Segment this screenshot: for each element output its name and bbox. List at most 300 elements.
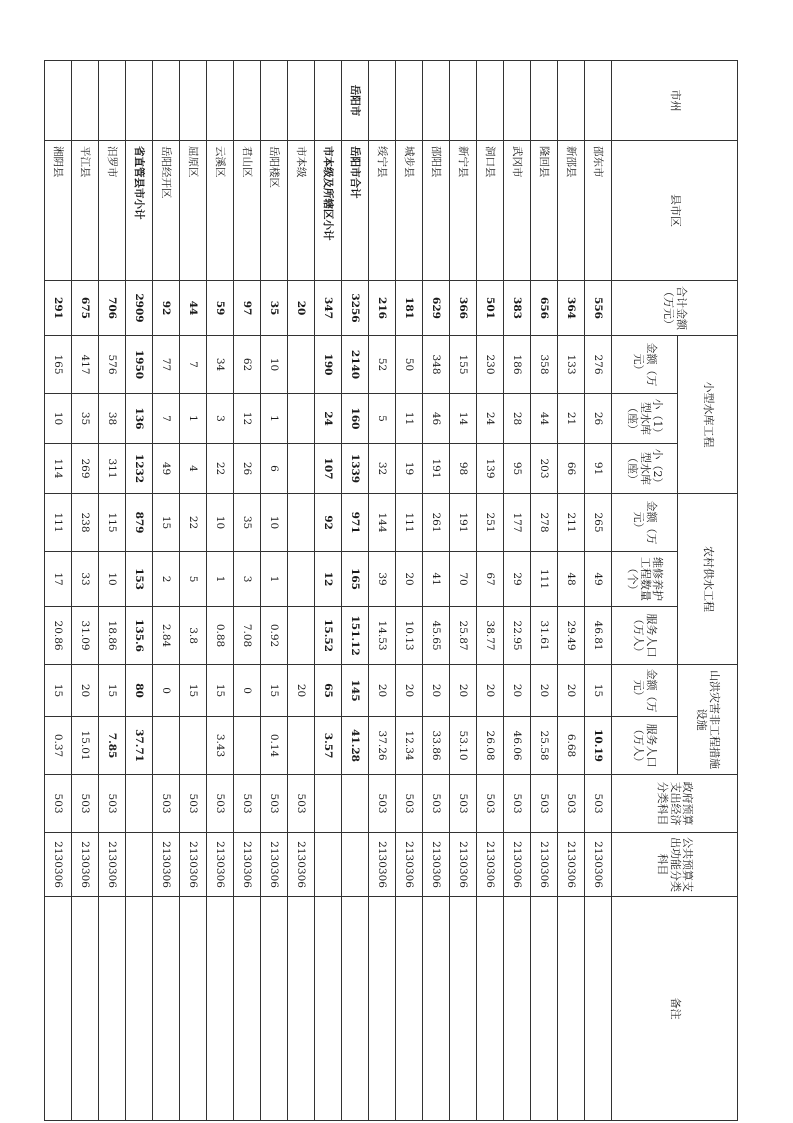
rw-count-cell: 5	[180, 552, 207, 607]
sr-small2-cell: 95	[504, 444, 531, 494]
rw-pop-cell: 20.86	[45, 607, 72, 665]
table-row	[45, 61, 72, 1121]
rw-amount-cell: 92	[315, 494, 342, 552]
sr-amount-cell: 62	[234, 336, 261, 394]
sr-small1-cell: 35	[72, 394, 99, 444]
sr-amount-cell: 1950	[126, 336, 153, 394]
func-class-cell	[315, 833, 342, 897]
county-cell: 君山区	[234, 141, 261, 281]
rw-amount-cell: 251	[477, 494, 504, 552]
sr-amount-cell: 186	[504, 336, 531, 394]
fl-pop-cell: 3.43	[207, 717, 234, 775]
city-cell	[396, 61, 423, 141]
sr-small1-cell: 5	[369, 394, 396, 444]
fl-amount-cell: 15	[207, 665, 234, 717]
table-row	[504, 61, 531, 1121]
header-sr-small1: 小（1）型水库（座）	[612, 394, 678, 444]
func-class-cell: 2130306	[261, 833, 288, 897]
sr-small2-cell: 19	[396, 444, 423, 494]
fl-pop-cell: 25.58	[531, 717, 558, 775]
note-cell	[261, 897, 288, 1121]
rw-amount-cell: 278	[531, 494, 558, 552]
city-cell	[288, 61, 315, 141]
fl-amount-cell: 20	[504, 665, 531, 717]
sr-amount-cell: 50	[396, 336, 423, 394]
header-county: 县市区	[612, 141, 738, 281]
fl-amount-cell: 80	[126, 665, 153, 717]
sr-small2-cell: 1232	[126, 444, 153, 494]
fl-amount-cell: 65	[315, 665, 342, 717]
fl-amount-cell: 15	[585, 665, 612, 717]
econ-class-cell	[315, 775, 342, 833]
rw-amount-cell	[288, 494, 315, 552]
total-cell: 706	[99, 281, 126, 336]
rw-pop-cell: 31.61	[531, 607, 558, 665]
sr-small2-cell: 98	[450, 444, 477, 494]
fl-amount-cell: 20	[531, 665, 558, 717]
rw-pop-cell: 2.84	[153, 607, 180, 665]
county-cell: 屈原区	[180, 141, 207, 281]
econ-class-cell: 503	[369, 775, 396, 833]
county-cell: 市本级及所辖区小计	[315, 141, 342, 281]
city-cell	[126, 61, 153, 141]
sr-amount-cell: 230	[477, 336, 504, 394]
rw-amount-cell: 15	[153, 494, 180, 552]
rw-amount-cell: 22	[180, 494, 207, 552]
sr-small1-cell: 10	[45, 394, 72, 444]
rw-amount-cell: 265	[585, 494, 612, 552]
func-class-cell	[342, 833, 369, 897]
fl-pop-cell: 26.08	[477, 717, 504, 775]
fl-amount-cell: 145	[342, 665, 369, 717]
rw-count-cell	[288, 552, 315, 607]
fl-amount-cell: 0	[153, 665, 180, 717]
econ-class-cell: 503	[99, 775, 126, 833]
sr-small1-cell: 11	[396, 394, 423, 444]
city-cell	[45, 61, 72, 141]
total-cell: 383	[504, 281, 531, 336]
county-cell: 岳阳经开区	[153, 141, 180, 281]
county-cell: 平江县	[72, 141, 99, 281]
header-flood: 山洪灾害非工程措施设施	[678, 665, 738, 775]
rotated-table-container	[52, 60, 738, 1120]
note-cell	[207, 897, 234, 1121]
fl-amount-cell: 20	[369, 665, 396, 717]
table-row	[234, 61, 261, 1121]
func-class-cell: 2130306	[531, 833, 558, 897]
sr-small2-cell: 32	[369, 444, 396, 494]
sr-small2-cell: 203	[531, 444, 558, 494]
sr-amount-cell: 10	[261, 336, 288, 394]
rw-count-cell: 17	[45, 552, 72, 607]
city-cell: 岳阳市	[342, 61, 369, 141]
rw-count-cell: 3	[234, 552, 261, 607]
sr-amount-cell: 417	[72, 336, 99, 394]
fl-pop-cell: 41.28	[342, 717, 369, 775]
rw-pop-cell: 3.8	[180, 607, 207, 665]
func-class-cell: 2130306	[72, 833, 99, 897]
city-cell	[450, 61, 477, 141]
rw-count-cell: 39	[369, 552, 396, 607]
county-cell: 湘阴县	[45, 141, 72, 281]
city-cell	[234, 61, 261, 141]
total-cell: 35	[261, 281, 288, 336]
econ-class-cell: 503	[585, 775, 612, 833]
county-cell: 城步县	[396, 141, 423, 281]
fl-amount-cell: 20	[288, 665, 315, 717]
func-class-cell: 2130306	[207, 833, 234, 897]
county-cell: 岳阳市合计	[342, 141, 369, 281]
rw-count-cell: 20	[396, 552, 423, 607]
fl-amount-cell: 20	[450, 665, 477, 717]
sr-amount-cell: 348	[423, 336, 450, 394]
sr-small1-cell: 44	[531, 394, 558, 444]
total-cell: 3256	[342, 281, 369, 336]
sr-amount-cell: 155	[450, 336, 477, 394]
note-cell	[153, 897, 180, 1121]
sr-small1-cell: 7	[153, 394, 180, 444]
fl-amount-cell: 15	[99, 665, 126, 717]
sr-small2-cell: 91	[585, 444, 612, 494]
fl-pop-cell: 37.26	[369, 717, 396, 775]
sr-small1-cell: 21	[558, 394, 585, 444]
rw-pop-cell: 29.49	[558, 607, 585, 665]
fl-pop-cell	[153, 717, 180, 775]
fl-pop-cell	[180, 717, 207, 775]
total-cell: 291	[45, 281, 72, 336]
rw-pop-cell: 151.12	[342, 607, 369, 665]
rw-amount-cell: 10	[261, 494, 288, 552]
total-cell: 347	[315, 281, 342, 336]
county-cell: 新邵县	[558, 141, 585, 281]
rw-pop-cell: 7.08	[234, 607, 261, 665]
rw-pop-cell: 31.09	[72, 607, 99, 665]
header-rural-water: 农村供水工程	[678, 494, 738, 665]
econ-class-cell: 503	[531, 775, 558, 833]
fl-amount-cell: 20	[396, 665, 423, 717]
note-cell	[288, 897, 315, 1121]
total-cell: 2909	[126, 281, 153, 336]
note-cell	[423, 897, 450, 1121]
sr-small2-cell: 66	[558, 444, 585, 494]
econ-class-cell: 503	[72, 775, 99, 833]
table-row	[396, 61, 423, 1121]
sr-small1-cell: 38	[99, 394, 126, 444]
header-small-reservoir: 小型水库工程	[678, 336, 738, 494]
city-cell	[585, 61, 612, 141]
fl-amount-cell: 15	[180, 665, 207, 717]
table-row	[180, 61, 207, 1121]
table-row	[585, 61, 612, 1121]
sr-small2-cell: 107	[315, 444, 342, 494]
county-cell: 邵阳县	[423, 141, 450, 281]
city-cell	[558, 61, 585, 141]
table-row	[477, 61, 504, 1121]
econ-class-cell: 503	[558, 775, 585, 833]
func-class-cell: 2130306	[180, 833, 207, 897]
sr-small2-cell: 191	[423, 444, 450, 494]
sr-small2-cell	[288, 444, 315, 494]
econ-class-cell: 503	[45, 775, 72, 833]
fl-amount-cell: 20	[477, 665, 504, 717]
func-class-cell: 2130306	[153, 833, 180, 897]
note-cell	[477, 897, 504, 1121]
table-row	[207, 61, 234, 1121]
econ-class-cell: 503	[153, 775, 180, 833]
fl-pop-cell: 3.57	[315, 717, 342, 775]
sr-amount-cell: 576	[99, 336, 126, 394]
fl-amount-cell: 20	[558, 665, 585, 717]
sr-small1-cell: 3	[207, 394, 234, 444]
total-cell: 181	[396, 281, 423, 336]
rw-count-cell: 49	[585, 552, 612, 607]
header-fl-pop: 服务人口（万人）	[612, 717, 678, 775]
county-cell: 岳阳楼区	[261, 141, 288, 281]
sr-amount-cell	[288, 336, 315, 394]
rw-count-cell: 111	[531, 552, 558, 607]
rw-amount-cell: 111	[396, 494, 423, 552]
econ-class-cell: 503	[288, 775, 315, 833]
func-class-cell	[126, 833, 153, 897]
sr-amount-cell: 7	[180, 336, 207, 394]
sr-small1-cell: 1	[180, 394, 207, 444]
rw-count-cell: 41	[423, 552, 450, 607]
table-row	[72, 61, 99, 1121]
note-cell	[342, 897, 369, 1121]
sr-small2-cell: 139	[477, 444, 504, 494]
rw-count-cell: 1	[207, 552, 234, 607]
rw-pop-cell: 22.95	[504, 607, 531, 665]
rw-amount-cell: 10	[207, 494, 234, 552]
total-cell: 629	[423, 281, 450, 336]
fl-pop-cell: 37.71	[126, 717, 153, 775]
func-class-cell: 2130306	[450, 833, 477, 897]
note-cell	[180, 897, 207, 1121]
note-cell	[315, 897, 342, 1121]
sr-small2-cell: 26	[234, 444, 261, 494]
fl-pop-cell: 6.68	[558, 717, 585, 775]
sr-small1-cell: 24	[315, 394, 342, 444]
rw-amount-cell: 191	[450, 494, 477, 552]
table-row	[450, 61, 477, 1121]
rw-amount-cell: 261	[423, 494, 450, 552]
sr-amount-cell: 165	[45, 336, 72, 394]
sr-small1-cell: 12	[234, 394, 261, 444]
rw-count-cell: 10	[99, 552, 126, 607]
note-cell	[450, 897, 477, 1121]
total-cell: 92	[153, 281, 180, 336]
table-row	[261, 61, 288, 1121]
func-class-cell: 2130306	[558, 833, 585, 897]
county-cell: 隆回县	[531, 141, 558, 281]
table-row	[531, 61, 558, 1121]
rw-amount-cell: 211	[558, 494, 585, 552]
func-class-cell: 2130306	[477, 833, 504, 897]
fl-pop-cell: 0.37	[45, 717, 72, 775]
note-cell	[369, 897, 396, 1121]
header-rw-amount: 金额（万元）	[612, 494, 678, 552]
rw-count-cell: 70	[450, 552, 477, 607]
fl-amount-cell: 20	[72, 665, 99, 717]
county-cell: 市本级	[288, 141, 315, 281]
county-cell: 新宁县	[450, 141, 477, 281]
econ-class-cell	[126, 775, 153, 833]
total-cell: 656	[531, 281, 558, 336]
total-cell: 97	[234, 281, 261, 336]
note-cell	[72, 897, 99, 1121]
sr-amount-cell: 358	[531, 336, 558, 394]
city-cell	[72, 61, 99, 141]
total-cell: 44	[180, 281, 207, 336]
city-cell	[261, 61, 288, 141]
county-cell: 洞口县	[477, 141, 504, 281]
total-cell: 366	[450, 281, 477, 336]
total-cell: 364	[558, 281, 585, 336]
header-city: 市州	[612, 61, 738, 141]
fl-pop-cell: 0.14	[261, 717, 288, 775]
city-cell	[99, 61, 126, 141]
rw-count-cell: 153	[126, 552, 153, 607]
note-cell	[396, 897, 423, 1121]
func-class-cell: 2130306	[234, 833, 261, 897]
sr-amount-cell: 52	[369, 336, 396, 394]
fl-pop-cell: 12.34	[396, 717, 423, 775]
city-cell	[423, 61, 450, 141]
rw-pop-cell: 25.87	[450, 607, 477, 665]
econ-class-cell: 503	[234, 775, 261, 833]
sr-small1-cell: 28	[504, 394, 531, 444]
total-cell: 20	[288, 281, 315, 336]
sr-small2-cell: 1339	[342, 444, 369, 494]
rw-pop-cell: 38.77	[477, 607, 504, 665]
econ-class-cell: 503	[180, 775, 207, 833]
sr-small2-cell: 22	[207, 444, 234, 494]
func-class-cell: 2130306	[585, 833, 612, 897]
rw-count-cell: 165	[342, 552, 369, 607]
econ-class-cell: 503	[450, 775, 477, 833]
total-cell: 675	[72, 281, 99, 336]
city-cell	[504, 61, 531, 141]
city-cell	[369, 61, 396, 141]
fl-amount-cell: 15	[45, 665, 72, 717]
func-class-cell: 2130306	[288, 833, 315, 897]
table-row	[126, 61, 153, 1121]
table-row	[342, 61, 369, 1121]
sr-amount-cell: 190	[315, 336, 342, 394]
sr-amount-cell: 34	[207, 336, 234, 394]
econ-class-cell: 503	[261, 775, 288, 833]
fl-pop-cell: 7.85	[99, 717, 126, 775]
note-cell	[504, 897, 531, 1121]
sr-amount-cell: 276	[585, 336, 612, 394]
rw-amount-cell: 144	[369, 494, 396, 552]
county-cell: 绥宁县	[369, 141, 396, 281]
city-cell	[531, 61, 558, 141]
rw-pop-cell: 45.65	[423, 607, 450, 665]
fl-pop-cell: 15.01	[72, 717, 99, 775]
header-rw-pop: 服务人口（万人）	[612, 607, 678, 665]
sr-small1-cell: 1	[261, 394, 288, 444]
sr-small1-cell	[288, 394, 315, 444]
note-cell	[558, 897, 585, 1121]
rw-count-cell: 48	[558, 552, 585, 607]
city-cell	[477, 61, 504, 141]
city-cell	[207, 61, 234, 141]
sr-small1-cell: 14	[450, 394, 477, 444]
note-cell	[585, 897, 612, 1121]
city-cell	[315, 61, 342, 141]
func-class-cell: 2130306	[396, 833, 423, 897]
sr-amount-cell: 133	[558, 336, 585, 394]
sr-small1-cell: 160	[342, 394, 369, 444]
sr-small1-cell: 26	[585, 394, 612, 444]
fl-pop-cell: 33.86	[423, 717, 450, 775]
rw-count-cell: 2	[153, 552, 180, 607]
fl-pop-cell: 53.10	[450, 717, 477, 775]
rw-pop-cell: 46.81	[585, 607, 612, 665]
city-cell	[153, 61, 180, 141]
sr-small2-cell: 114	[45, 444, 72, 494]
table-row	[99, 61, 126, 1121]
total-cell: 501	[477, 281, 504, 336]
total-cell: 556	[585, 281, 612, 336]
total-cell: 216	[369, 281, 396, 336]
sr-small1-cell: 24	[477, 394, 504, 444]
func-class-cell: 2130306	[99, 833, 126, 897]
rw-amount-cell: 115	[99, 494, 126, 552]
header-fl-amount: 金额（万元）	[612, 665, 678, 717]
funding-table	[44, 60, 738, 1121]
func-class-cell: 2130306	[504, 833, 531, 897]
city-cell	[180, 61, 207, 141]
econ-class-cell: 503	[396, 775, 423, 833]
note-cell	[234, 897, 261, 1121]
rw-amount-cell: 238	[72, 494, 99, 552]
header-total: 合计金额（万元）	[612, 281, 738, 336]
econ-class-cell: 503	[477, 775, 504, 833]
rw-pop-cell: 15.52	[315, 607, 342, 665]
note-cell	[45, 897, 72, 1121]
fl-pop-cell	[288, 717, 315, 775]
rw-count-cell: 1	[261, 552, 288, 607]
rw-pop-cell	[288, 607, 315, 665]
table-row	[315, 61, 342, 1121]
county-cell: 省直管县市小计	[126, 141, 153, 281]
econ-class-cell	[342, 775, 369, 833]
rw-count-cell: 12	[315, 552, 342, 607]
rw-pop-cell: 0.92	[261, 607, 288, 665]
table-row	[423, 61, 450, 1121]
table-row	[153, 61, 180, 1121]
header-sr-amount: 金额（万元）	[612, 336, 678, 394]
header-func-class: 公共预算支出功能分类科目	[612, 833, 738, 897]
note-cell	[99, 897, 126, 1121]
sr-small2-cell: 269	[72, 444, 99, 494]
fl-amount-cell: 0	[234, 665, 261, 717]
rw-amount-cell: 35	[234, 494, 261, 552]
county-cell: 武冈市	[504, 141, 531, 281]
func-class-cell: 2130306	[45, 833, 72, 897]
func-class-cell: 2130306	[369, 833, 396, 897]
header-note: 备注	[612, 897, 738, 1121]
econ-class-cell: 503	[423, 775, 450, 833]
sr-small2-cell: 6	[261, 444, 288, 494]
table-row	[558, 61, 585, 1121]
econ-class-cell: 503	[504, 775, 531, 833]
county-cell: 汨罗市	[99, 141, 126, 281]
note-cell	[126, 897, 153, 1121]
header-sr-small2: 小（2）型水库（座）	[612, 444, 678, 494]
